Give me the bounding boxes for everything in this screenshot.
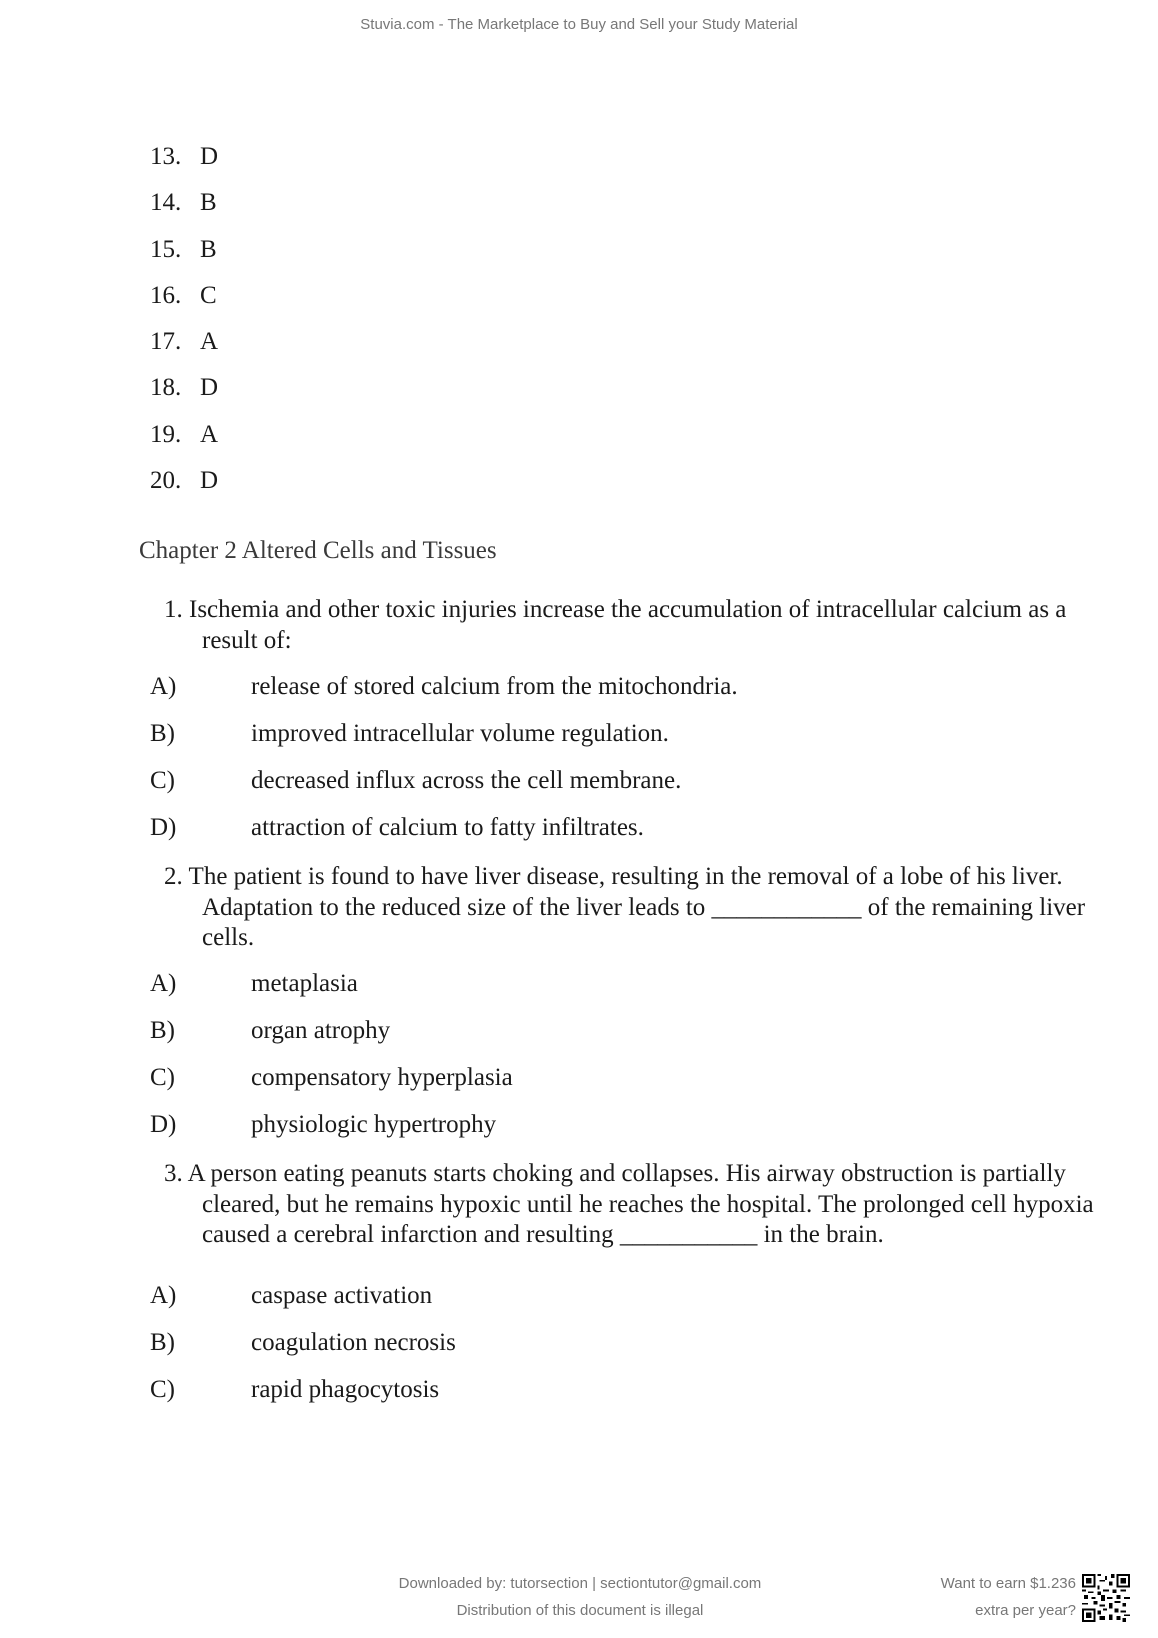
answer-row <box>150 327 218 373</box>
option-letter: B) <box>150 720 175 747</box>
answer-letter: B <box>200 189 217 217</box>
option-letter: A) <box>150 1282 177 1309</box>
chapter-title: Chapter 2 Altered Cells and Tissues <box>139 537 497 564</box>
option-letter: A) <box>150 970 177 997</box>
answer-row <box>150 373 218 419</box>
answer-row <box>150 235 218 281</box>
option-text: organ atrophy <box>251 1017 391 1044</box>
question-1-option-b <box>150 719 669 749</box>
question-1-option-a <box>150 672 738 702</box>
footer-distribution: Distribution of this document is illegal <box>456 1602 704 1619</box>
answer-letter: D <box>200 374 219 402</box>
answer-letter: B <box>200 235 217 263</box>
question-1-text: 1. Ischemia and other toxic injuries increase the accumulation of intracellular calcium as a result of: <box>164 596 1067 654</box>
answer-number: 16. <box>150 281 182 309</box>
option-text: physiologic hypertrophy <box>251 1111 497 1138</box>
answer-number: 15. <box>150 235 182 263</box>
question-3-option-c <box>150 1375 439 1405</box>
question-2-option-c <box>150 1063 513 1093</box>
answer-number: 14. <box>150 189 182 217</box>
question-2-text: 2. The patient is found to have liver disease, resulting in the removal of a lobe of his liver. Adaptation to the reduced size of the liver leads to ____________ of the remaining liver cells. <box>164 863 1086 951</box>
option-text: release of stored calcium from the mitochondria. <box>251 673 738 700</box>
answer-letter: A <box>200 420 219 448</box>
question-3-text: 3. A person eating peanuts starts choking and collapses. His airway obstruction is partially cleared, but he remains hypoxic until he reaches the hospital. The prolonged cell hypoxia caused a cerebral infarction and resulting ___________ in the brain. <box>164 1160 1094 1248</box>
option-letter: D) <box>150 1111 177 1138</box>
answer-row <box>150 188 218 234</box>
option-text: decreased influx across the cell membrane. <box>251 767 682 794</box>
option-letter: B) <box>150 1017 175 1044</box>
footer-earn-line1: Want to earn $1.236 <box>940 1575 1076 1592</box>
option-text: coagulation necrosis <box>251 1329 456 1356</box>
option-text: rapid phagocytosis <box>251 1376 440 1403</box>
question-3-option-a <box>150 1281 432 1311</box>
option-letter: B) <box>150 1329 175 1356</box>
footer-earn-line2: extra per year? <box>975 1602 1076 1619</box>
answer-number: 17. <box>150 328 182 356</box>
question-2-option-a <box>150 969 358 999</box>
answer-number: 20. <box>150 467 182 495</box>
answer-row <box>150 420 218 466</box>
option-text: metaplasia <box>251 970 358 997</box>
option-letter: C) <box>150 767 175 794</box>
option-letter: A) <box>150 673 177 700</box>
question-2-option-d <box>150 1110 496 1140</box>
option-letter: C) <box>150 1376 175 1403</box>
answer-row <box>150 142 218 188</box>
question-2-option-b <box>150 1016 390 1046</box>
answer-row <box>150 281 218 327</box>
option-letter: D) <box>150 814 177 841</box>
answer-number: 18. <box>150 374 182 402</box>
option-text: compensatory hyperplasia <box>251 1064 513 1091</box>
qr-code-icon[interactable] <box>1082 1574 1130 1622</box>
answer-number: 19. <box>150 420 182 448</box>
answer-letter: D <box>200 143 219 170</box>
option-text: improved intracellular volume regulation. <box>251 720 669 747</box>
answer-number: 13. <box>150 143 182 170</box>
answer-letter: D <box>200 467 219 495</box>
page-header: Stuvia.com - The Marketplace to Buy and Sell your Study Material <box>360 16 798 33</box>
option-text: caspase activation <box>251 1282 433 1309</box>
question-3-option-b <box>150 1328 456 1358</box>
answer-key-list <box>150 142 218 512</box>
footer-downloaded: Downloaded by: tutorsection | sectiontutor@gmail.com <box>398 1575 762 1592</box>
answer-letter: A <box>200 328 219 356</box>
answer-row <box>150 466 218 512</box>
option-letter: C) <box>150 1064 175 1091</box>
question-1-option-c <box>150 766 681 796</box>
question-1-option-d <box>150 813 644 843</box>
answer-letter: C <box>200 281 217 309</box>
option-text: attraction of calcium to fatty infiltrates. <box>251 814 644 841</box>
